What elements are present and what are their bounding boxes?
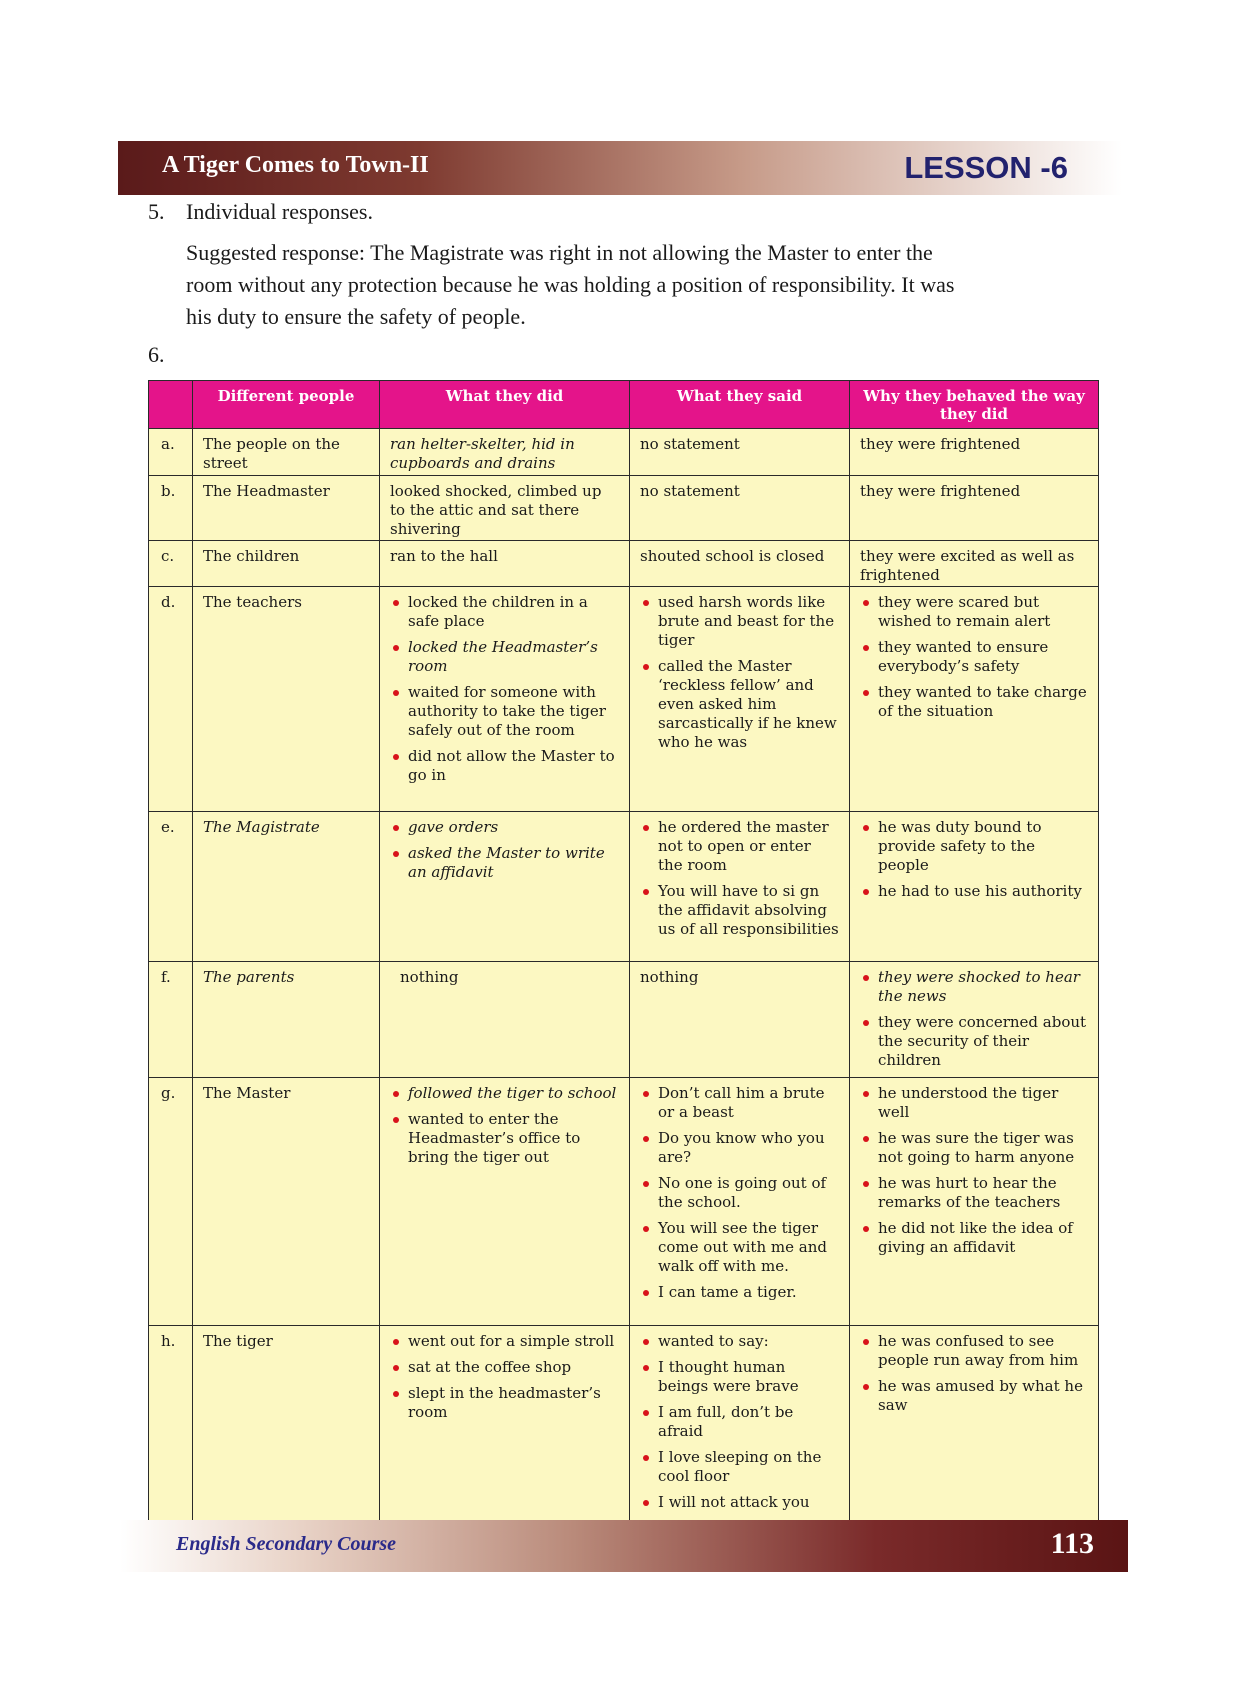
list-item: I love sleeping on the cool floor	[640, 1448, 839, 1486]
list-item: he understood the tiger well	[860, 1084, 1088, 1122]
table-body	[149, 429, 1099, 1521]
why-cell	[850, 962, 1099, 1078]
said-cell	[630, 476, 850, 541]
question-6-number: 6.	[148, 342, 165, 367]
cell-text: ran helter-skelter, hid in cupboards and drains	[390, 435, 575, 472]
list-item: called the Master ‘reckless fellow’ and even asked him sarcastically if he knew who he was	[640, 657, 839, 752]
table-row	[149, 429, 1099, 476]
said-cell	[630, 587, 850, 812]
person-cell: The tiger	[193, 1326, 380, 1521]
cell-text: no statement	[640, 435, 740, 453]
row-letter: e.	[149, 812, 193, 962]
list-item: I will not attack you	[640, 1493, 839, 1512]
person-cell: The people on the street	[193, 429, 380, 476]
why-cell	[850, 1326, 1099, 1521]
did-list	[390, 818, 619, 882]
table-row	[149, 812, 1099, 962]
said-cell	[630, 962, 850, 1078]
table-header-cell: What they said	[630, 381, 850, 429]
list-item: they were shocked to hear the news	[860, 968, 1088, 1006]
did-cell	[380, 429, 630, 476]
did-cell	[380, 1078, 630, 1326]
table-row	[149, 962, 1099, 1078]
page-footer-bar	[120, 1520, 1128, 1572]
list-item: No one is going out of the school.	[640, 1174, 839, 1212]
said-cell	[630, 1326, 850, 1521]
list-item: asked the Master to write an affidavit	[390, 844, 619, 882]
list-item: You will have to si gn the affidavit absolving us of all responsibilities	[640, 882, 839, 939]
cell-text: they were excited as well as frightened	[860, 547, 1075, 584]
cell-text: they were frightened	[860, 435, 1021, 453]
list-item: they were concerned about the security of their children	[860, 1013, 1088, 1070]
list-item: gave orders	[390, 818, 619, 837]
list-item: locked the children in a safe place	[390, 593, 619, 631]
said-cell	[630, 429, 850, 476]
did-cell	[380, 1326, 630, 1521]
list-item: they were scared but wished to remain alert	[860, 593, 1088, 631]
table-row	[149, 1326, 1099, 1521]
answer-table	[148, 380, 1099, 1521]
why-list	[860, 1332, 1088, 1415]
row-letter: f.	[149, 962, 193, 1078]
table-row	[149, 476, 1099, 541]
table-row	[149, 1078, 1099, 1326]
list-item: they wanted to take charge of the situation	[860, 683, 1088, 721]
table-header-cell	[149, 381, 193, 429]
list-item: he had to use his authority	[860, 882, 1088, 901]
cell-text: they were frightened	[860, 482, 1021, 500]
said-cell	[630, 541, 850, 587]
why-list	[860, 968, 1088, 1070]
person-cell: The children	[193, 541, 380, 587]
cell-text: ran to the hall	[390, 547, 498, 565]
list-item: they wanted to ensure everybody’s safety	[860, 638, 1088, 676]
said-list	[640, 1332, 839, 1512]
row-letter: d.	[149, 587, 193, 812]
said-cell	[630, 1078, 850, 1326]
list-item: locked the Headmaster’s room	[390, 638, 619, 676]
row-letter: a.	[149, 429, 193, 476]
person-cell: The parents	[193, 962, 380, 1078]
lesson-header-bar	[118, 141, 1122, 195]
list-item: Do you know who you are?	[640, 1129, 839, 1167]
said-cell	[630, 812, 850, 962]
said-list	[640, 1084, 839, 1302]
list-item: I can tame a tiger.	[640, 1283, 839, 1302]
did-cell	[380, 962, 630, 1078]
said-list	[640, 593, 839, 752]
row-letter: h.	[149, 1326, 193, 1521]
row-letter: g.	[149, 1078, 193, 1326]
list-item: Don’t call him a brute or a beast	[640, 1084, 839, 1122]
chapter-title: A Tiger Comes to Town-II	[162, 152, 429, 178]
table-header-cell: Different people	[193, 381, 380, 429]
list-item: he was sure the tiger was not going to harm anyone	[860, 1129, 1088, 1167]
did-cell	[380, 541, 630, 587]
why-list	[860, 1084, 1088, 1257]
why-cell	[850, 587, 1099, 812]
said-list	[640, 818, 839, 939]
row-letter: b.	[149, 476, 193, 541]
did-list	[390, 593, 619, 785]
why-cell	[850, 541, 1099, 587]
list-item: sat at the coffee shop	[390, 1358, 619, 1377]
table-header-cell: Why they behaved the way they did	[850, 381, 1099, 429]
why-cell	[850, 812, 1099, 962]
cell-text: shouted school is closed	[640, 547, 825, 565]
cell-text: looked shocked, climbed up to the attic and sat there shivering	[390, 482, 602, 538]
person-cell: The teachers	[193, 587, 380, 812]
why-list	[860, 593, 1088, 721]
list-item: followed the tiger to school	[390, 1084, 619, 1103]
why-cell	[850, 429, 1099, 476]
did-cell	[380, 812, 630, 962]
did-cell	[380, 476, 630, 541]
list-item: waited for someone with authority to take the tiger safely out of the room	[390, 683, 619, 740]
list-item: used harsh words like brute and beast for the tiger	[640, 593, 839, 650]
lesson-number: LESSON -6	[904, 150, 1068, 185]
table-header-row	[149, 381, 1099, 429]
list-item: he was amused by what he saw	[860, 1377, 1088, 1415]
list-item: he was duty bound to provide safety to the people	[860, 818, 1088, 875]
did-list	[390, 1084, 619, 1167]
why-cell	[850, 476, 1099, 541]
course-name: English Secondary Course	[176, 1533, 397, 1555]
cell-text: nothing	[400, 968, 459, 986]
list-item: he was confused to see people run away from him	[860, 1332, 1088, 1370]
list-item: wanted to enter the Headmaster’s office to bring the tiger out	[390, 1110, 619, 1167]
row-letter: c.	[149, 541, 193, 587]
table-row	[149, 587, 1099, 812]
question-5-suggested-response: Suggested response: The Magistrate was right in not allowing the Master to enter the room without any protection because he was holding a position of responsibility. It was his duty to ensure the safety of people.	[186, 240, 955, 329]
list-item: slept in the headmaster’s room	[390, 1384, 619, 1422]
list-item: I thought human beings were brave	[640, 1358, 839, 1396]
person-cell: The Master	[193, 1078, 380, 1326]
did-cell	[380, 587, 630, 812]
list-item: You will see the tiger come out with me and walk off with me.	[640, 1219, 839, 1276]
question-5-answer: Individual responses.	[186, 199, 373, 224]
page-number: 113	[1050, 1527, 1094, 1560]
why-cell	[850, 1078, 1099, 1326]
list-item: he did not like the idea of giving an affidavit	[860, 1219, 1088, 1257]
list-item: went out for a simple stroll	[390, 1332, 619, 1351]
table-row	[149, 541, 1099, 587]
person-cell: The Headmaster	[193, 476, 380, 541]
cell-text: nothing	[640, 968, 699, 986]
did-list	[390, 1332, 619, 1422]
list-item: wanted to say:	[640, 1332, 839, 1351]
question-5-number: 5.	[148, 199, 165, 224]
why-list	[860, 818, 1088, 901]
list-item: he was hurt to hear the remarks of the teachers	[860, 1174, 1088, 1212]
list-item: I am full, don’t be afraid	[640, 1403, 839, 1441]
person-cell: The Magistrate	[193, 812, 380, 962]
table-header-cell: What they did	[380, 381, 630, 429]
list-item: did not allow the Master to go in	[390, 747, 619, 785]
cell-text: no statement	[640, 482, 740, 500]
list-item: he ordered the master not to open or enter the room	[640, 818, 839, 875]
